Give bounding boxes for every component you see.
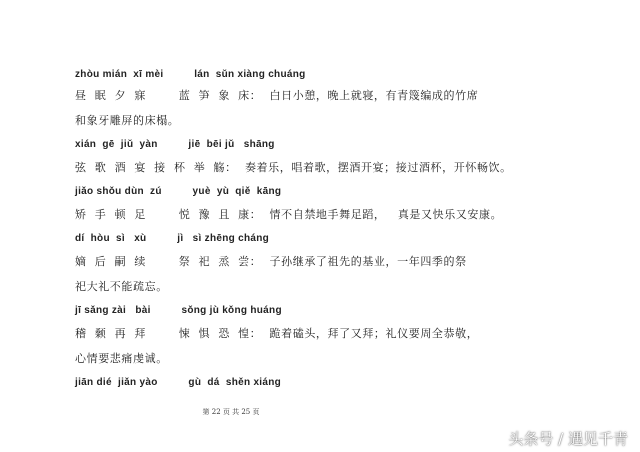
text-line-1: 昼 眠 夕 寐 蓝 笋 象 床： 白日小憩，晚上就寝，有青篾编成的竹席: [75, 89, 479, 102]
watermark: 头条号 / 遇见千青: [508, 430, 628, 448]
text-line-4: 矫 手 顿 足 悦 豫 且 康： 情不自禁地手舞足蹈， 真是又快乐又安康。: [75, 208, 503, 221]
text-line-2: 和象牙雕屏的床榻。: [75, 114, 180, 127]
pinyin-line-5: jī sǎng zài bài sǒng jù kǒng huáng: [75, 305, 282, 316]
text-line-8: 心情要悲痛虔诚。: [75, 352, 168, 365]
pinyin-line-1: zhòu mián xī mèi lán sǔn xiàng chuáng: [75, 69, 306, 80]
pinyin-line-3: jiǎo shǒu dùn zú yuè yù qiě kāng: [75, 186, 282, 197]
pinyin-line-4: dí hòu sì xù jì sì zhēng cháng: [75, 233, 270, 244]
page-footer: 第 22 页 共 25 页: [202, 408, 260, 416]
pinyin-line-2: xián gē jiǔ yàn jiē bēi jǔ shāng: [75, 139, 275, 150]
text-line-7: 稽 颡 再 拜 悚 惧 恐 惶： 跪着磕头，拜了又拜；礼仪要周全恭敬，: [75, 327, 479, 340]
text-line-6: 祀大礼不能疏忘。: [75, 280, 168, 293]
pinyin-line-6: jiān dié jiǎn yào gù dá shěn xiáng: [75, 377, 282, 388]
text-line-3: 弦 歌 酒 宴 接 杯 举 觞： 奏着乐，唱着歌，摆酒开宴；接过酒杯，开怀畅饮。: [75, 161, 512, 174]
text-line-5: 嫡 后 嗣 续 祭 祀 烝 尝： 子孙继承了祖先的基业，一年四季的祭: [75, 255, 467, 268]
